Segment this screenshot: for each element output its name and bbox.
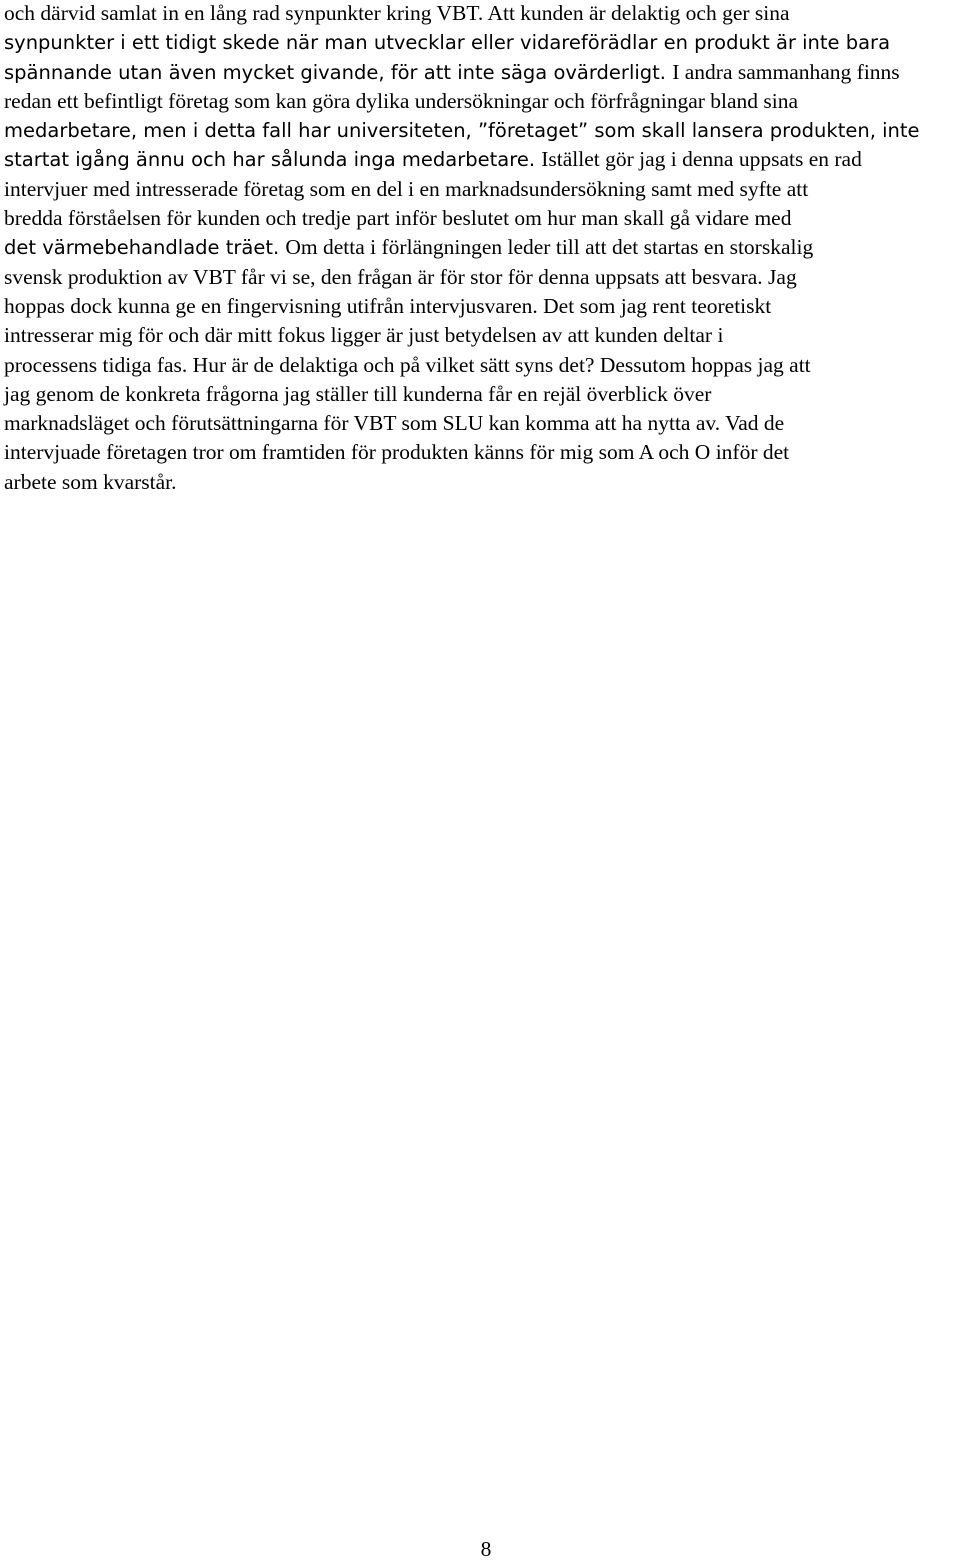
text-run: intervjuade företagen tror om framtiden för produkten känns för mig som A och O inför det	[4, 440, 790, 465]
text-line	[4, 438, 956, 467]
text-run: och därvid samlat in en lång rad synpunkter kring VBT. Att kunden är delaktig och ger sina	[4, 1, 790, 25]
text-line	[4, 351, 956, 380]
text-line	[4, 409, 956, 438]
text-line	[4, 58, 956, 87]
text-run: jag genom de konkreta frågorna jag ställer till kunderna får en rejäl överblick över	[4, 381, 712, 406]
text-run: processens tidiga fas. Hur är de delaktiga och på vilket sätt syns det? Dessutom hoppas jag att	[4, 352, 811, 377]
text-run: synpunkter i ett tidigt skede när man utvecklar eller vidareförädlar en produkt är inte bara	[4, 31, 891, 55]
text-run: Om detta i förlängningen leder till att det startas en storskalig	[285, 235, 814, 260]
text-line	[4, 145, 956, 174]
body-paragraph	[4, 0, 956, 497]
text-line	[4, 292, 956, 321]
text-run: I andra sammanhang finns	[672, 59, 900, 84]
text-line	[4, 87, 956, 116]
text-run: bredda förståelsen för kunden och tredje part inför beslutet om hur man skall gå vidare med	[4, 206, 792, 231]
text-run: det värmebehandlade träet.	[4, 236, 286, 260]
text-line	[4, 468, 956, 497]
text-run: svensk produktion av VBT får vi se, den frågan är för stor för denna uppsats att besvara. Jag	[4, 264, 797, 289]
text-run: marknadsläget och förutsättningarna för VBT som SLU kan komma att ha nytta av. Vad de	[4, 411, 785, 436]
page-number: 8	[480, 1537, 492, 1561]
text-line	[4, 380, 956, 409]
text-run: hoppas dock kunna ge en fingervisning utifrån intervjusvaren. Det som jag rent teoretiskt	[4, 293, 772, 318]
text-line	[4, 116, 956, 145]
text-run: redan ett befintligt företag som kan göra dylika undersökningar och förfrågningar bland sina	[4, 88, 799, 113]
text-run: intervjuer med intresserade företag som en del i en marknadsundersökning samt med syfte att	[4, 176, 809, 201]
text-line	[4, 233, 956, 262]
text-run: spännande utan även mycket givande, för att inte säga ovärderligt.	[4, 60, 673, 84]
text-run: Istället gör jag i denna uppsats en rad	[541, 147, 862, 172]
text-line	[4, 28, 956, 57]
text-line	[4, 0, 956, 28]
text-line	[4, 204, 956, 233]
text-run: arbete som kvarstår.	[4, 469, 177, 494]
text-line	[4, 175, 956, 204]
text-run: intresserar mig för och där mitt fokus ligger är just betydelsen av att kunden deltar i	[4, 323, 724, 348]
text-line	[4, 263, 956, 292]
text-line	[4, 321, 956, 350]
text-run: startat igång ännu och har sålunda inga medarbetare.	[4, 148, 542, 172]
text-run: medarbetare, men i detta fall har universiteten, ”företaget” som skall lansera produkten, inte	[4, 119, 920, 143]
